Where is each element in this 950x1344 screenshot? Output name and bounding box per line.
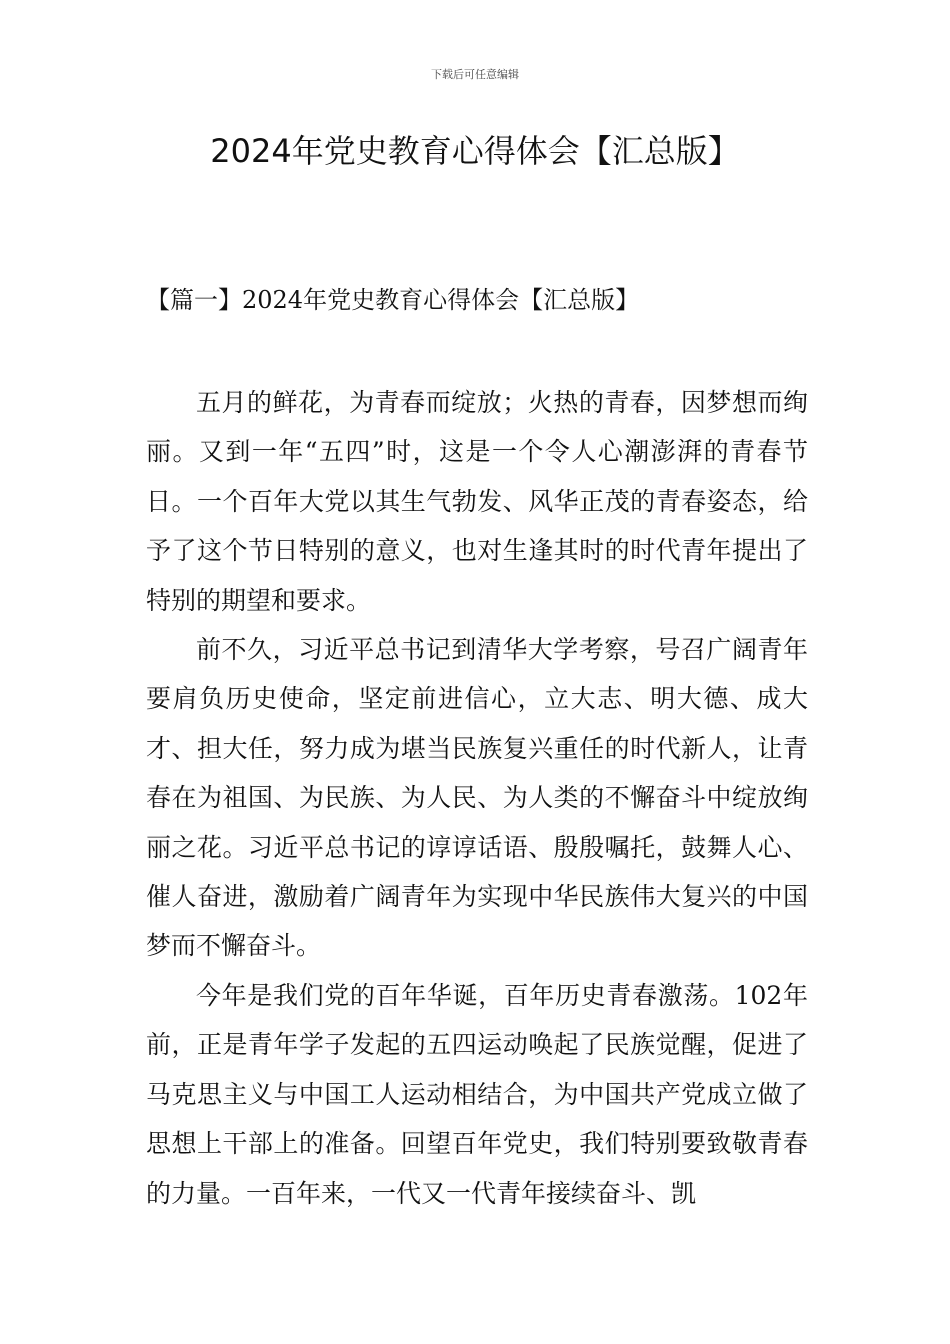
paragraph: 五月的鲜花，为青春而绽放；火热的青春，因梦想而绚丽。又到一年“五四”时，这是一个令人心潮澎湃的青春节日。一个百年大党以其生气勃发、风华正茂的青春姿态，给予了这个节日特别的意义，也对生逢其时的时代青年提出了特别的期望和要求。 [146, 388, 808, 615]
document-title: 2024年党史教育心得体会【汇总版】 [210, 132, 740, 170]
section-heading: 【篇一】2024年党史教育心得体会【汇总版】 [146, 286, 640, 314]
header-note: 下载后可任意编辑 [431, 68, 519, 81]
body-text [146, 378, 808, 1218]
paragraph: 前不久，习近平总书记到清华大学考察，号召广阔青年要肩负历史使命，坚定前进信心，立大志、明大德、成大才、担大任，努力成为堪当民族复兴重任的时代新人，让青春在为祖国、为民族、为人民、为人类的不懈奋斗中绽放绚丽之花。习近平总书记的谆谆话语、殷殷嘱托，鼓舞人心、催人奋进，激励着广阔青年为实现中华民族伟大复兴的中国梦而不懈奋斗。 [146, 635, 808, 961]
paragraph: 今年是我们党的百年华诞，百年历史青春激荡。102年前，正是青年学子发起的五四运动唤起了民族觉醒，促进了马克思主义与中国工人运动相结合，为中国共产党成立做了思想上干部上的准备。回望百年党史，我们特别要致敬青春的力量。一百年来，一代又一代青年接续奋斗、凯 [146, 980, 808, 1208]
